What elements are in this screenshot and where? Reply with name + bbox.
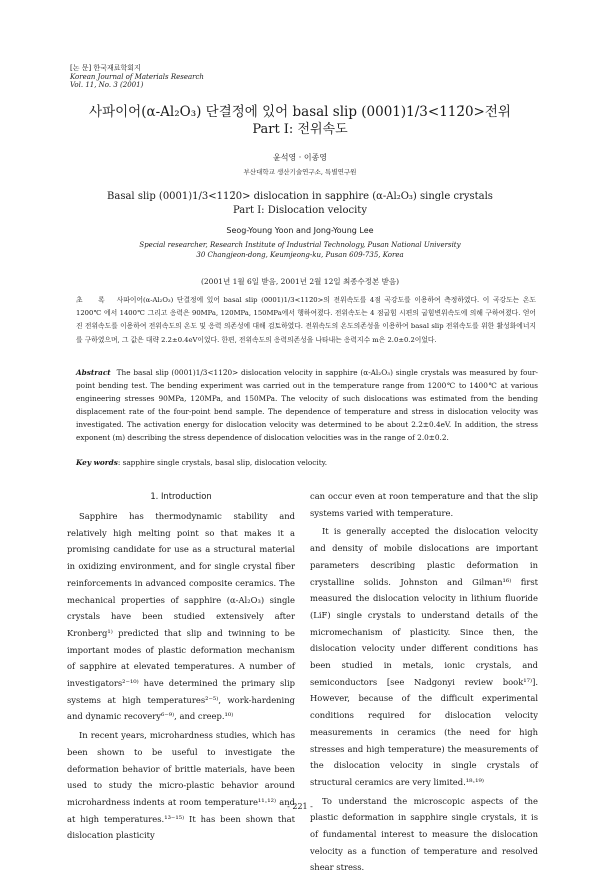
title-korean-subtitle: Part I: 전위속도: [252, 122, 348, 137]
abstract-korean: [76, 294, 536, 347]
affiliation-english-line1: Special researcher, Research Institute of Industrial Technology, Pusan National University: [139, 241, 461, 249]
journal-volume: Vol. 11, No. 3 (2001): [70, 81, 144, 89]
authors-korean: 윤석영 · 이종영: [273, 153, 327, 162]
paragraph: To understand the microscopic aspects of the plastic deformation in sapphire single crystals, it is of fundamental interest to measure the dislocation velocity as a function of temperature and resolved shear stress.: [310, 795, 538, 873]
affiliation-korean: 부산대학교 생산기술연구소, 특별연구원: [243, 168, 357, 176]
title-korean-main: 사파이어(α-Al₂O₃) 단결정에 있어 basal slip (0001)1/3<112̄0>전위: [89, 104, 511, 120]
keywords: [76, 458, 536, 467]
column-left: [67, 488, 295, 844]
abstract-korean-label: 초 록: [76, 296, 111, 304]
section-heading-introduction: 1. Introduction: [150, 491, 212, 501]
journal-korean-name: [논 문] 한국재료학회지: [70, 64, 141, 72]
keywords-label: Key words: [76, 458, 118, 467]
paragraph: It is generally accepted the dislocation velocity and density of mobile dislocations are important parameters describing plastic deformation in crystalline solids. Johnston and Gilman¹⁶⁾ first measured the dislocation velocity in lithium fluoride (LiF) single crystals to understand details of the micromechanism of plasticity. Since then, the dislocation velocity under different conditions has been studied in metals, ionic crystals, and semiconductors [see Nadgonyi review book¹⁷⁾]. However, because of the difficult experimental conditions required for dislocation velocity measurements in ceramics (the need for high stresses and high temperature) the measurements of the dislocation velocity in single crystals of structural ceramics are very limited.¹⁸·¹⁹⁾: [310, 526, 538, 787]
paragraph: In recent years, microhardness studies, which has been shown to be useful to investigate the deformation behavior of brittle materials, have been used to study the micro-plastic behavior around microhardness indents at room temperature¹¹·¹²⁾ and at high temperatures.¹³⁻¹⁵⁾ It has been shown that dislocation plasticity: [67, 730, 295, 841]
affiliation-english: [0, 240, 600, 260]
abstract-english: [76, 366, 538, 444]
authors-english: Seog-Young Yoon and Jong-Young Lee: [226, 226, 374, 235]
title-english: [0, 190, 600, 217]
column-right: [310, 488, 538, 876]
journal-english-name: Korean Journal of Materials Research: [70, 72, 204, 81]
journal-header: [70, 64, 204, 90]
received-dates: (2001년 1월 6일 받음, 2001년 2월 12일 최종수정본 받음): [200, 277, 399, 286]
abstract-english-label: Abstract: [76, 368, 111, 377]
paragraph: Sapphire has thermodynamic stability and relatively high melting point so that makes it a promising candidate for use as a structural material in oxidizing environment, and for single crystal fiber reinforcements in advanced composite ceramics. The mechanical properties of sapphire (α-Al₂O₃) single crystals have been studied extensively after Kronberg¹⁾ predicted that slip and twinning to be important modes of plastic deformation mechanism of sapphire at elevated temperatures. A number of investigators²⁻¹⁰⁾ have determined the primary slip systems at high temperatures²⁻⁵⁾, work-hardening and dynamic recovery⁶⁻⁹⁾, and creep.¹⁰⁾: [67, 511, 295, 722]
paragraph: can occur even at roon temperature and that the slip systems varied with temperature.: [310, 491, 538, 518]
title-korean: [0, 104, 600, 138]
title-english-subtitle: Part I: Dislocation velocity: [233, 204, 367, 216]
page-number: - 221 -: [287, 802, 313, 811]
abstract-english-text: The basal slip (0001)1/3<112̄0> dislocation velocity in sapphire (α-Al₂O₃) single crystals was measured by four-point bending test. The bending experiment was carried out in the temperature range from 1200℃ to 1400℃ at various engineering stresses 90MPa, 120MPa, and 150MPa. The velocity of such dislocations was estimated from the bending displacement rate of the four-point bend sample. The dependence of temperature and stress in dislocation velocity was investigated. The activation energy for dislocation velocity was determined to be about 2.2±0.4eV. In addition, the stress exponent (m) describing the stress dependence of dislocation velocities was in the range of 2.0±0.2.: [76, 368, 538, 442]
keywords-text: : sapphire single crystals, basal slip, dislocation velocity.: [117, 458, 328, 467]
affiliation-english-line2: 30 Changjeon-dong, Keumjeong-ku, Pusan 609-735, Korea: [196, 251, 404, 259]
title-english-main: Basal slip (0001)1/3<112̄0> dislocation in sapphire (α-Al₂O₃) single crystals: [107, 191, 493, 202]
abstract-korean-text: 사파이어(α-Al₂O₃) 단결정에 있어 basal slip (0001)1/3<112̄0>의 전위속도를 4점 곡강도를 이용하여 측정하였다. 이 곡강도는 온도 1200℃ 에서 1400℃ 그리고 응력은 90MPa, 120MPa, 150MPa에서 행하여졌다. 전위속도는 4 점굽힘 시편의 굽힘변위속도에 의해 구하여졌다. 얻어진 전위속도를 이용하여 전위속도의 온도 및 응력 의존성에 대해 검토하였다. 전위속도의 온도의존성을 이용하여 basal slip 전위속도를 위한 활성화에너지를 구하였으며, 그 값은 대략 2.2±0.4eV이었다. 한편, 전위속도의 응력의존성을 나타내는 응력지수 m은 2.0±0.2이었다.: [76, 296, 536, 344]
